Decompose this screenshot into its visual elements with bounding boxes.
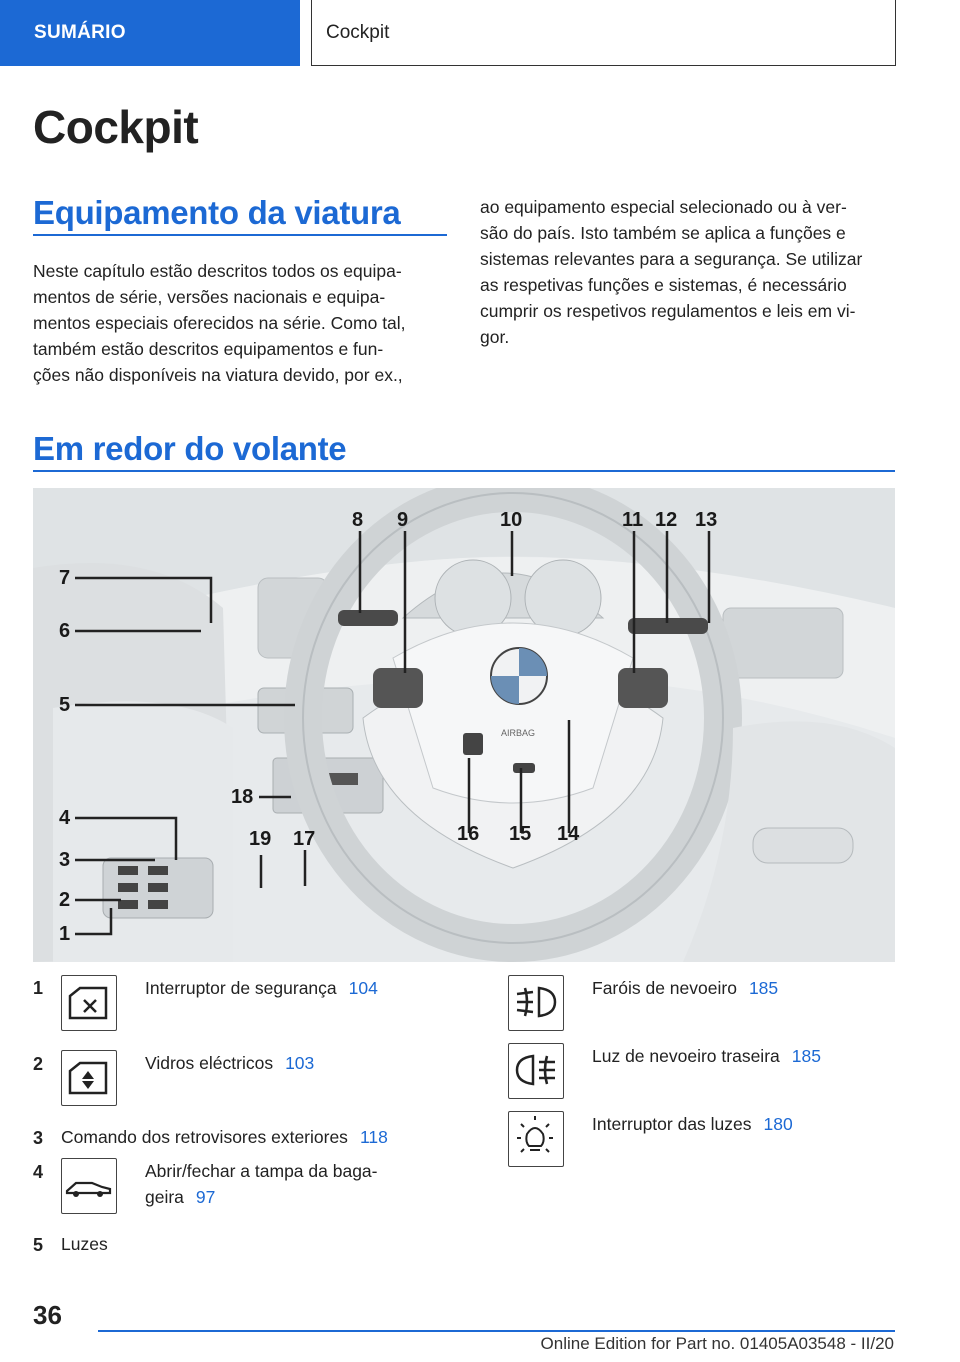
legend-number: 2	[33, 1054, 44, 1074]
intro-paragraph-col1	[33, 258, 453, 388]
callout-4: 4	[59, 807, 71, 829]
callout-10: 10	[500, 509, 523, 531]
callout-11: 11	[622, 509, 644, 531]
callout-5: 5	[59, 694, 71, 716]
legend-text: Luzes	[61, 1234, 108, 1254]
legend-number: 1	[33, 978, 44, 998]
section-rule	[33, 470, 895, 472]
front-fog-light-icon	[508, 975, 564, 1031]
text-line: gor.	[480, 327, 510, 347]
callout-15: 15	[509, 823, 532, 845]
callout-8: 8	[352, 509, 364, 531]
page-link[interactable]: 185	[791, 1046, 821, 1066]
legend-item-3[interactable]	[61, 1124, 388, 1150]
legend-text: Abrir/fechar a tampa da baga-	[145, 1161, 378, 1181]
section-rule	[33, 234, 447, 236]
text-line: ções não disponíveis na viatura devido, por ex.,	[33, 365, 403, 385]
text-line: mentos de série, versões nacionais e equipa-	[33, 287, 386, 307]
text-line: cumprir os respetivos regulamentos e leis em vi-	[480, 301, 856, 321]
legend-text: Interruptor de segurança	[145, 978, 337, 998]
text-line: também estão descritos equipamentos e fun-	[33, 339, 384, 359]
section-tab-label: Cockpit	[326, 21, 390, 43]
legend-number: 4	[33, 1162, 44, 1182]
legend-text: Comando dos retrovisores exteriores	[61, 1127, 348, 1147]
page-link[interactable]: 104	[348, 978, 378, 998]
legend-text: Vidros eléctricos	[145, 1053, 274, 1073]
text-line: são do país. Isto também se aplica a funções e	[480, 223, 846, 243]
callout-17: 17	[293, 828, 316, 850]
legend-item-1[interactable]	[145, 975, 378, 1001]
page-link[interactable]: 180	[763, 1114, 793, 1134]
legend-text: Faróis de nevoeiro	[592, 978, 737, 998]
legend-text: Interruptor das luzes	[592, 1114, 752, 1134]
section-heading-equipamento: Equipamento da viatura	[33, 194, 401, 231]
callout-19: 19	[249, 828, 272, 850]
callout-13: 13	[695, 509, 718, 531]
text-line: mentos especiais oferecidos na série. Como tal,	[33, 313, 406, 333]
callout-1: 1	[59, 923, 71, 945]
text-line: ao equipamento especial selecionado ou à ver-	[480, 197, 847, 217]
legend-item-4[interactable]	[145, 1158, 378, 1210]
legend-item-5	[61, 1231, 108, 1257]
callout-2: 2	[59, 889, 71, 911]
callout-6: 6	[59, 620, 71, 642]
sumario-tab[interactable]	[0, 0, 300, 66]
legend-item-front-fog[interactable]	[592, 975, 778, 1001]
sumario-tab-label: SUMÁRIO	[34, 22, 126, 43]
legend-text: Luz de nevoeiro traseira	[592, 1046, 780, 1066]
text-line: sistemas relevantes para a segurança. Se utilizar	[480, 249, 863, 269]
page-link[interactable]: 185	[748, 978, 779, 998]
footer-rule	[98, 1330, 895, 1332]
page-number: 36	[33, 1300, 62, 1330]
text-line: as respetivas funções e sistemas, é necessário	[480, 275, 847, 295]
callout-18: 18	[231, 786, 254, 808]
page-link[interactable]: 103	[285, 1053, 315, 1073]
page-link[interactable]: 97	[195, 1187, 216, 1207]
section-heading-volante: Em redor do volante	[33, 430, 347, 467]
section-tab	[311, 0, 896, 66]
window-lock-icon	[61, 975, 117, 1031]
callout-7: 7	[59, 567, 71, 589]
footer-edition: Online Edition for Part no. 01405A03548 - II/20	[540, 1334, 894, 1353]
legend-text: geira	[145, 1187, 184, 1207]
legend-item-rear-fog[interactable]	[592, 1043, 821, 1069]
callout-14: 14	[557, 823, 580, 845]
legend-item-light-switch[interactable]	[592, 1111, 793, 1137]
callout-3: 3	[59, 849, 71, 871]
power-window-icon	[61, 1050, 117, 1106]
callout-12: 12	[655, 509, 678, 531]
trunk-lid-icon	[61, 1158, 117, 1214]
light-switch-icon	[508, 1111, 564, 1167]
callout-16: 16	[457, 823, 480, 845]
legend-number: 5	[33, 1235, 44, 1255]
intro-paragraph-col2	[480, 194, 900, 350]
page-link[interactable]: 118	[359, 1127, 388, 1147]
rear-fog-light-icon	[508, 1043, 564, 1099]
page-title: Cockpit	[33, 101, 199, 153]
cockpit-svg	[33, 488, 895, 962]
callout-9: 9	[397, 509, 409, 531]
legend-number: 3	[33, 1128, 44, 1148]
text-line: Neste capítulo estão descritos todos os equipa-	[33, 261, 402, 281]
cockpit-illustration	[33, 488, 895, 962]
legend-item-2[interactable]	[145, 1050, 314, 1076]
airbag-label: AIRBAG	[501, 728, 536, 738]
